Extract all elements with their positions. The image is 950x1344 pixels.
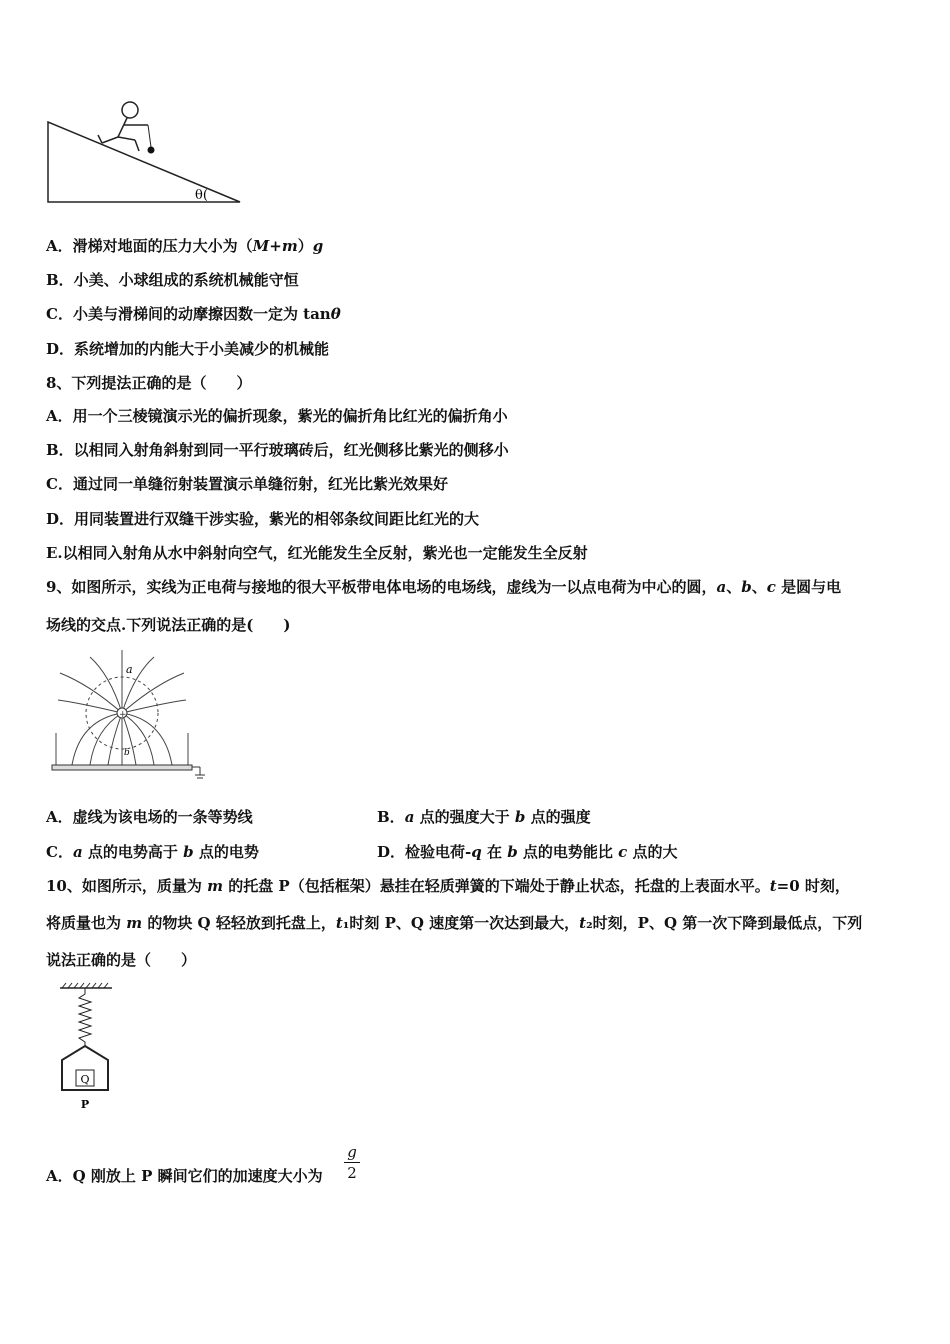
electric-field-figure: [50, 645, 210, 780]
q10-option-a[interactable]: A．Q 刚放上 P 瞬间它们的加速度大小为: [46, 1167, 323, 1185]
block-q-label: Q: [80, 1073, 90, 1086]
q8-option-b[interactable]: B．以相同入射角斜射到同一平行玻璃砖后，红光侧移比紫光的侧移小: [46, 441, 509, 459]
q8-option-d[interactable]: D．用同装置进行双缝干涉实验，紫光的相邻条纹间距比红光的大: [46, 510, 480, 528]
spring-tray-figure: [50, 980, 120, 1115]
fraction-g-over-2: [344, 1143, 360, 1182]
q7-option-a[interactable]: A．滑梯对地面的压力大小为（M+m）g: [46, 237, 324, 255]
tray-p-label: P: [80, 1098, 90, 1111]
q9-stem-line2: 场线的交点.下列说法正确的是( ): [46, 616, 291, 634]
angle-label: θ(: [195, 188, 208, 203]
q9-option-b[interactable]: B．a 点的强度大于 b 点的强度: [377, 808, 591, 826]
point-b-label: b: [124, 748, 130, 758]
fraction-numerator: g: [347, 1143, 357, 1161]
q10-stem-line2: 将质量也为 m 的物块 Q 轻轻放到托盘上，t₁时刻 P、Q 速度第一次达到最大，t₂时刻，P、Q 第一次下降到最低点，下列: [46, 914, 863, 932]
q8-option-c[interactable]: C．通过同一单缝衍射装置演示单缝衍射，红光比紫光效果好: [46, 475, 448, 493]
q10-stem-line1: 10、如图所示，质量为 m 的托盘 P（包括框架）悬挂在轻质弹簧的下端处于静止状态，托盘的上表面水平。t=0 时刻，: [46, 877, 850, 895]
q8-stem: 8、下列提法正确的是（ ）: [46, 374, 252, 392]
q9-stem-line1: 9、如图所示，实线为正电荷与接地的很大平板带电体电场的电场线，虚线为一以点电荷为中心的圆，a、b、c 是圆与电: [46, 578, 842, 596]
q9-option-c[interactable]: C．a 点的电势高于 b 点的电势: [46, 843, 259, 861]
q9-option-d[interactable]: D．检验电荷-q 在 b 点的电势能比 c 点的大: [377, 843, 678, 861]
q7-option-d[interactable]: D．系统增加的内能大于小美减少的机械能: [46, 340, 330, 358]
q10-stem-line3: 说法正确的是（ ）: [46, 951, 197, 969]
q8-option-e[interactable]: E.以相同入射角从水中斜射向空气，红光能发生全反射，紫光也一定能发生全反射: [46, 544, 588, 562]
svg-text:+: +: [119, 710, 127, 720]
q8-option-a[interactable]: A．用一个三棱镜演示光的偏折现象，紫光的偏折角比红光的偏折角小: [46, 407, 508, 425]
q9-option-a[interactable]: A．虚线为该电场的一条等势线: [46, 808, 253, 826]
q7-option-b[interactable]: B．小美、小球组成的系统机械能守恒: [46, 271, 299, 289]
fraction-bar: [344, 1162, 360, 1163]
slide-figure: [40, 95, 250, 210]
q7-option-c[interactable]: C．小美与滑梯间的动摩擦因数一定为 tanθ: [46, 305, 341, 323]
point-a-label: a: [126, 663, 133, 676]
fraction-denominator: 2: [347, 1164, 357, 1182]
